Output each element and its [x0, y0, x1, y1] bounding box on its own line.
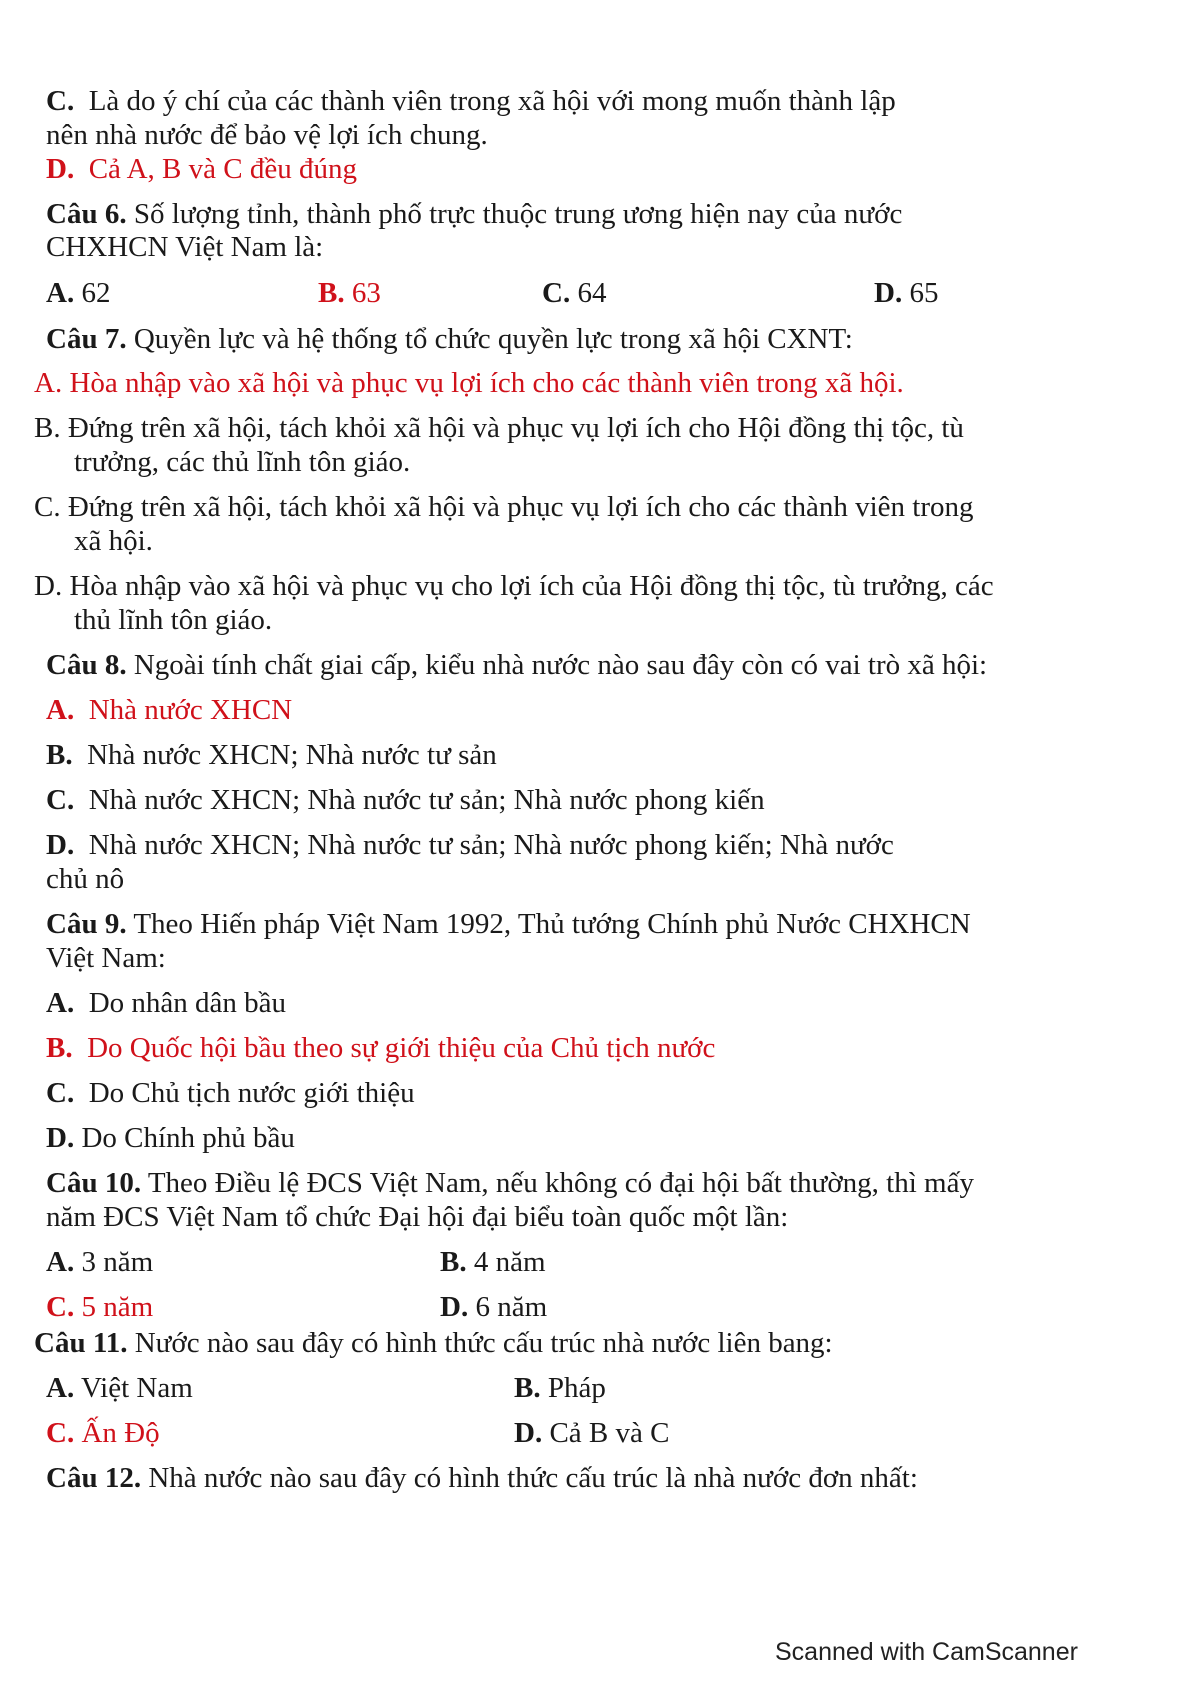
q10-label: Câu 10.: [46, 1167, 142, 1199]
q9-text: Theo Hiến pháp Việt Nam 1992, Thủ tướng Chính phủ Nước CHXHCN: [133, 908, 971, 940]
q11-option-a-text: Việt Nam: [80, 1372, 193, 1404]
q9-option-b-letter: B.: [46, 1032, 73, 1064]
q6-option-c-text: 64: [577, 277, 607, 309]
q6-option-b-letter: B.: [318, 277, 345, 309]
q9-option-c-letter: C.: [46, 1077, 75, 1109]
q6-label: Câu 6.: [46, 198, 127, 230]
q8-option-a-text: Nhà nước XHCN: [88, 694, 293, 726]
q11-option-b-text: Pháp: [547, 1372, 606, 1404]
q11-question: [34, 1326, 833, 1360]
q7-option-b: B. Đứng trên xã hội, tách khỏi xã hội và phục vụ lợi ích cho Hội đồng thị tộc, tù: [34, 412, 964, 444]
q10-text: Theo Điều lệ ĐCS Việt Nam, nếu không có đại hội bất thường, thì mấy: [147, 1167, 974, 1199]
q5-option-c-line2: nên nhà nước để bảo vệ lợi ích chung.: [46, 119, 488, 151]
q9-option-d: [46, 1121, 295, 1155]
q11-option-a: [46, 1371, 193, 1405]
q6-option-a-letter: A.: [46, 277, 75, 309]
q5-option-c: [46, 84, 896, 118]
q8-option-d-letter: D.: [46, 829, 75, 861]
q6-option-d: [874, 276, 938, 310]
q6-option-a-text: 62: [81, 277, 111, 309]
q7-option-a: A. Hòa nhập vào xã hội và phục vụ lợi ích cho các thành viên trong xã hội.: [34, 367, 904, 399]
q12-text: Nhà nước nào sau đây có hình thức cấu trúc là nhà nước đơn nhất:: [148, 1462, 918, 1494]
q10-option-c-letter: C.: [46, 1291, 75, 1323]
q11-option-d-letter: D.: [514, 1417, 543, 1449]
q7-question: [46, 322, 853, 356]
q10-option-d-letter: D.: [440, 1291, 469, 1323]
q9-label: Câu 9.: [46, 908, 127, 940]
q10-option-b-text: 4 năm: [473, 1246, 546, 1278]
q8-option-a: [46, 693, 292, 727]
q10-option-b-letter: B.: [440, 1246, 467, 1278]
q9-option-a-text: Do nhân dân bầu: [88, 987, 287, 1019]
q8-option-c-letter: C.: [46, 784, 75, 816]
q8-option-d-text: Nhà nước XHCN; Nhà nước tư sản; Nhà nước phong kiến; Nhà nước: [88, 829, 894, 861]
q9-option-c: [46, 1076, 415, 1110]
q10-question: [46, 1166, 974, 1200]
q8-option-b-letter: B.: [46, 739, 73, 771]
q7-option-d-line2: thủ lĩnh tôn giáo.: [74, 604, 273, 636]
q6-text: Số lượng tỉnh, thành phố trực thuộc trung ương hiện nay của nước: [133, 198, 903, 230]
q11-option-c-text: Ấn Độ: [81, 1417, 160, 1449]
q11-label: Câu 11.: [34, 1327, 128, 1359]
q6-question-line2: CHXHCN Việt Nam là:: [46, 231, 324, 263]
q11-option-b: [514, 1371, 606, 1405]
q9-option-a: [46, 986, 286, 1020]
q11-option-a-letter: A.: [46, 1372, 75, 1404]
q9-option-c-text: Do Chủ tịch nước giới thiệu: [88, 1077, 415, 1109]
q9-question-line2: Việt Nam:: [46, 942, 166, 974]
q8-option-d: [46, 828, 894, 862]
q6-option-c-letter: C.: [542, 277, 571, 309]
q12-label: Câu 12.: [46, 1462, 142, 1494]
q8-option-d-line2: chủ nô: [46, 863, 125, 895]
q10-option-c-text: 5 năm: [81, 1291, 154, 1323]
q8-option-a-letter: A.: [46, 694, 75, 726]
q5-option-c-letter: C.: [46, 85, 75, 117]
q11-option-c-letter: C.: [46, 1417, 75, 1449]
q11-option-b-letter: B.: [514, 1372, 541, 1404]
q6-option-c: [542, 276, 606, 310]
q8-option-c-text: Nhà nước XHCN; Nhà nước tư sản; Nhà nước phong kiến: [88, 784, 765, 816]
q10-option-d: [440, 1290, 547, 1324]
q7-label: Câu 7.: [46, 323, 127, 355]
q6-option-b: [318, 276, 381, 310]
q8-question: [46, 648, 987, 682]
q7-option-d: D. Hòa nhập vào xã hội và phục vụ cho lợi ích của Hội đồng thị tộc, tù trưởng, các: [34, 570, 994, 602]
q12-question: [46, 1461, 918, 1495]
q6-option-b-text: 63: [351, 277, 381, 309]
q7-option-c-line2: xã hội.: [74, 525, 153, 557]
q9-question: [46, 907, 971, 941]
q9-option-d-letter: D.: [46, 1122, 75, 1154]
q6-question: [46, 197, 902, 231]
q7-option-b-line2: trưởng, các thủ lĩnh tôn giáo.: [74, 446, 411, 478]
q5-option-c-text: Là do ý chí của các thành viên trong xã hội với mong muốn thành lập: [88, 85, 896, 117]
camscanner-watermark: Scanned with CamScanner: [775, 1638, 1078, 1666]
q5-option-d-text: Cả A, B và C đều đúng: [88, 153, 357, 185]
q7-option-c: C. Đứng trên xã hội, tách khỏi xã hội và phục vụ lợi ích cho các thành viên trong: [34, 491, 974, 523]
q10-option-d-text: 6 năm: [475, 1291, 548, 1323]
q11-option-c: [46, 1416, 160, 1450]
q9-option-d-text: Do Chính phủ bầu: [81, 1122, 295, 1154]
q10-option-c: [46, 1290, 153, 1324]
q9-option-b: [46, 1031, 715, 1065]
q8-option-b: [46, 738, 497, 772]
q10-option-a-letter: A.: [46, 1246, 75, 1278]
q10-question-line2: năm ĐCS Việt Nam tổ chức Đại hội đại biểu toàn quốc một lần:: [46, 1201, 789, 1233]
q6-option-d-letter: D.: [874, 277, 903, 309]
q10-option-a-text: 3 năm: [81, 1246, 154, 1278]
q11-option-d-text: Cả B và C: [549, 1417, 670, 1449]
q8-text: Ngoài tính chất giai cấp, kiểu nhà nước nào sau đây còn có vai trò xã hội:: [133, 649, 988, 681]
q10-option-a: [46, 1245, 153, 1279]
q11-option-d: [514, 1416, 669, 1450]
q9-option-b-text: Do Quốc hội bầu theo sự giới thiệu của Chủ tịch nước: [87, 1032, 716, 1064]
q8-label: Câu 8.: [46, 649, 127, 681]
q5-option-d: [46, 152, 357, 186]
q6-option-a: [46, 276, 110, 310]
q9-option-a-letter: A.: [46, 987, 75, 1019]
q5-option-d-letter: D.: [46, 153, 75, 185]
q6-option-d-text: 65: [909, 277, 939, 309]
q7-text: Quyền lực và hệ thống tổ chức quyền lực trong xã hội CXNT:: [133, 323, 853, 355]
q11-text: Nước nào sau đây có hình thức cấu trúc nhà nước liên bang:: [134, 1327, 833, 1359]
q10-option-b: [440, 1245, 546, 1279]
q8-option-c: [46, 783, 765, 817]
q8-option-b-text: Nhà nước XHCN; Nhà nước tư sản: [87, 739, 497, 771]
